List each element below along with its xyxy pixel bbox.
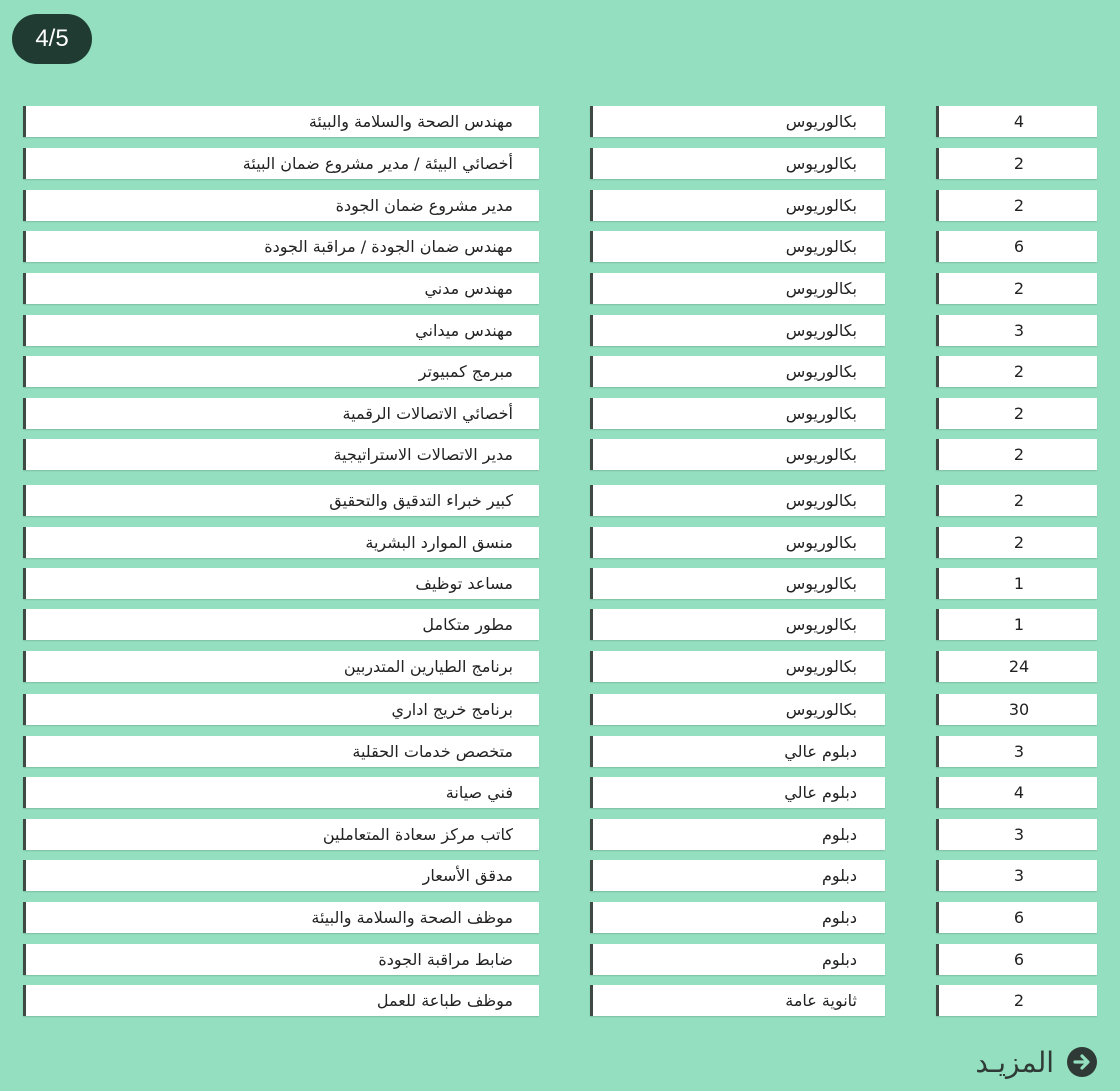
vacancy-count-cell: 6 <box>936 944 1097 975</box>
degree-cell: دبلوم <box>590 944 885 975</box>
job-title-cell: ضابط مراقبة الجودة <box>23 944 539 975</box>
job-title-cell: مطور متكامل <box>23 609 539 640</box>
job-title-cell: أخصائي البيئة / مدير مشروع ضمان البيئة <box>23 148 539 179</box>
job-title-cell: مدير مشروع ضمان الجودة <box>23 190 539 221</box>
degree-cell: ثانوية عامة <box>590 985 885 1016</box>
job-title-cell: فني صيانة <box>23 777 539 808</box>
vacancy-count-cell: 3 <box>936 860 1097 891</box>
job-title-cell: مهندس الصحة والسلامة والبيئة <box>23 106 539 137</box>
vacancy-count-cell: 6 <box>936 902 1097 933</box>
degree-cell: بكالوريوس <box>590 439 885 470</box>
degree-cell: بكالوريوس <box>590 568 885 599</box>
job-title-cell: مدقق الأسعار <box>23 860 539 891</box>
job-title-cell: موظف الصحة والسلامة والبيئة <box>23 902 539 933</box>
job-title-cell: متخصص خدمات الحقلية <box>23 736 539 767</box>
vacancy-count-cell: 30 <box>936 694 1097 725</box>
page-indicator: 4/5 <box>12 14 92 64</box>
more-label: المزيـد <box>975 1045 1054 1079</box>
degree-cell: بكالوريوس <box>590 190 885 221</box>
job-title-cell: مهندس ميداني <box>23 315 539 346</box>
degree-cell: بكالوريوس <box>590 694 885 725</box>
job-title-cell: مساعد توظيف <box>23 568 539 599</box>
degree-cell: بكالوريوس <box>590 273 885 304</box>
degree-cell: بكالوريوس <box>590 315 885 346</box>
degree-cell: بكالوريوس <box>590 231 885 262</box>
degree-cell: بكالوريوس <box>590 148 885 179</box>
vacancy-count-cell: 1 <box>936 609 1097 640</box>
job-title-cell: مدير الاتصالات الاستراتيجية <box>23 439 539 470</box>
vacancy-count-cell: 3 <box>936 736 1097 767</box>
vacancy-count-cell: 2 <box>936 439 1097 470</box>
degree-cell: دبلوم <box>590 860 885 891</box>
arrow-right-circle-icon <box>1066 1046 1098 1078</box>
job-title-cell: منسق الموارد البشرية <box>23 527 539 558</box>
job-title-cell: كاتب مركز سعادة المتعاملين <box>23 819 539 850</box>
vacancy-count-cell: 1 <box>936 568 1097 599</box>
degree-cell: بكالوريوس <box>590 609 885 640</box>
degree-cell: دبلوم <box>590 819 885 850</box>
vacancy-count-cell: 3 <box>936 819 1097 850</box>
job-title-cell: مهندس ضمان الجودة / مراقبة الجودة <box>23 231 539 262</box>
degree-cell: بكالوريوس <box>590 398 885 429</box>
degree-cell: بكالوريوس <box>590 651 885 682</box>
job-title-cell: مبرمج كمبيوتر <box>23 356 539 387</box>
job-title-cell: مهندس مدني <box>23 273 539 304</box>
job-title-cell: برنامج خريج اداري <box>23 694 539 725</box>
vacancy-count-cell: 4 <box>936 106 1097 137</box>
job-title-cell: كبير خبراء التدقيق والتحقيق <box>23 485 539 516</box>
vacancy-count-cell: 2 <box>936 985 1097 1016</box>
vacancy-count-cell: 2 <box>936 398 1097 429</box>
vacancy-count-cell: 2 <box>936 273 1097 304</box>
more-button[interactable] <box>975 1042 1098 1082</box>
degree-cell: دبلوم عالي <box>590 777 885 808</box>
degree-cell: دبلوم عالي <box>590 736 885 767</box>
degree-cell: دبلوم <box>590 902 885 933</box>
degree-cell: بكالوريوس <box>590 485 885 516</box>
job-title-cell: أخصائي الاتصالات الرقمية <box>23 398 539 429</box>
vacancy-count-cell: 2 <box>936 485 1097 516</box>
vacancy-count-cell: 4 <box>936 777 1097 808</box>
degree-cell: بكالوريوس <box>590 356 885 387</box>
job-title-cell: برنامج الطيارين المتدربين <box>23 651 539 682</box>
degree-cell: بكالوريوس <box>590 106 885 137</box>
vacancy-count-cell: 2 <box>936 356 1097 387</box>
vacancy-count-cell: 2 <box>936 148 1097 179</box>
vacancy-count-cell: 2 <box>936 527 1097 558</box>
vacancy-count-cell: 2 <box>936 190 1097 221</box>
job-title-cell: موظف طباعة للعمل <box>23 985 539 1016</box>
degree-cell: بكالوريوس <box>590 527 885 558</box>
vacancy-count-cell: 24 <box>936 651 1097 682</box>
vacancy-count-cell: 3 <box>936 315 1097 346</box>
vacancy-count-cell: 6 <box>936 231 1097 262</box>
